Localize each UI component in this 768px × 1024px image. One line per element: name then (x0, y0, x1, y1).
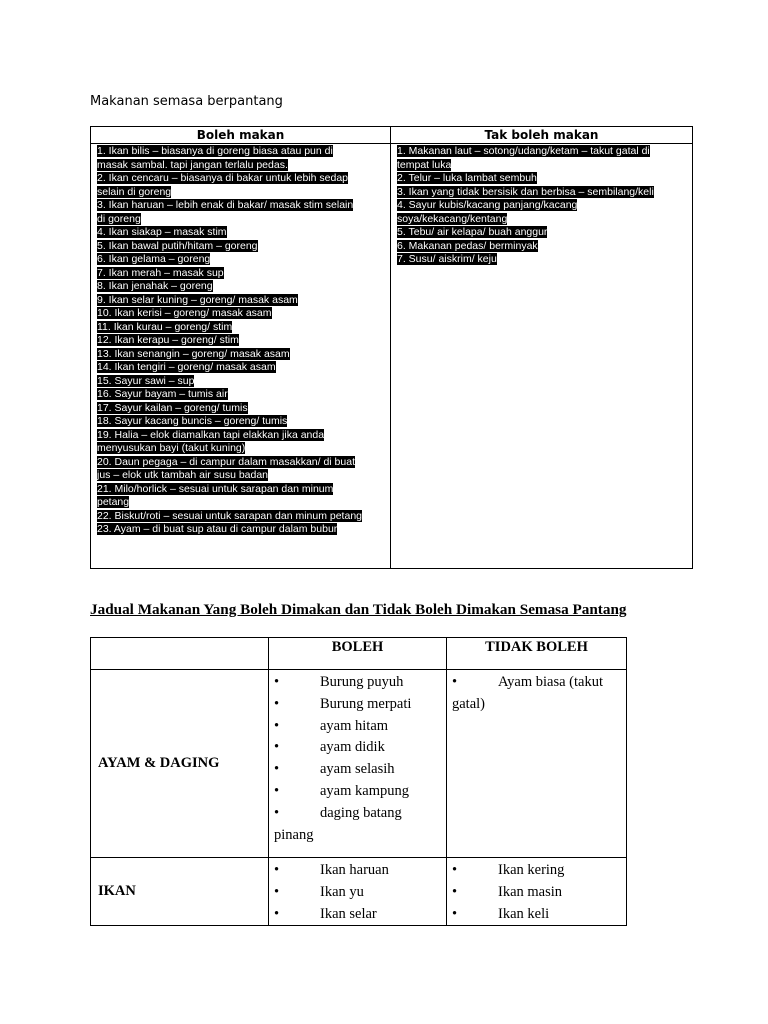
header-boleh-makan: Boleh makan (91, 127, 391, 144)
list-item: • Burung puyuh (274, 674, 404, 690)
list-item: 22. Biskut/roti – sesuai untuk sarapan dan minum petang (97, 509, 362, 522)
list-item: 8. Ikan jenahak – goreng (97, 280, 213, 292)
section-title: Jadual Makanan Yang Boleh Dimakan dan Tidak Boleh Dimakan Semasa Pantang (90, 601, 627, 618)
boleh-ikan-cell (269, 858, 447, 925)
category-ikan: IKAN (91, 858, 269, 925)
list-item: 23. Ayam – di buat sup atau di campur dalam bubur (97, 523, 338, 535)
list-item: tempat luka (397, 158, 452, 171)
list-item: 1. Makanan laut – sotong/udang/ketam – takut gatal di (397, 145, 650, 157)
list-item: • Ayam biasa (takut gatal) (452, 674, 603, 712)
list-item: 2. Telur – luka lambat sembuh (397, 172, 537, 184)
list-item: 6. Ikan gelama – goreng (97, 253, 211, 265)
list-item: 18. Sayur kacang buncis – goreng/ tumis (97, 415, 288, 427)
list-item: 5. Ikan bawal putih/hitam – goreng (97, 239, 258, 252)
list-item: • Ikan masin (452, 883, 563, 900)
list-item: 3. Ikan haruan – lebih enak di bakar/ masak stim selain (97, 199, 354, 211)
list-item: • ayam selasih (274, 761, 395, 778)
list-item: 5. Tebu/ air kelapa/ buah anggur (397, 226, 548, 238)
header-boleh: BOLEH (269, 638, 447, 670)
list-item: • ayam didik (274, 739, 385, 756)
list-item: petang (97, 496, 130, 508)
list-item: selain di goreng (97, 185, 172, 198)
list-item: • Ikan selar (274, 905, 377, 922)
tak-boleh-makan-cell (391, 144, 692, 568)
list-item: 20. Daun pegaga – di campur dalam masakkan/ di buat (97, 455, 355, 468)
list-item: menyusukan bayi (takut kuning) (97, 442, 246, 454)
list-item: 21. Milo/horlick – sesuai untuk sarapan dan minum (97, 482, 334, 495)
header-tak-boleh-makan: Tak boleh makan (391, 127, 692, 144)
list-item: jus – elok utk tambah air susu badan (97, 469, 269, 481)
list-item: soya/kekacang/kentang (397, 212, 508, 225)
list-item: • ayam hitam (274, 717, 389, 734)
list-item: 9. Ikan selar kuning – goreng/ masak asam (97, 293, 298, 306)
list-item: 13. Ikan senangin – goreng/ masak asam (97, 347, 290, 360)
list-item: 19. Halia – elok diamalkan tapi elakkan jika anda (97, 428, 325, 441)
list-item: • Ikan yu (274, 883, 364, 900)
list-item: 2. Ikan cencaru – biasanya di bakar untuk lebih sedap (97, 172, 349, 184)
food-table-simple (90, 126, 693, 569)
list-item: 17. Sayur kailan – goreng/ tumis (97, 401, 248, 414)
header-tidak-boleh: TIDAK BOLEH (447, 638, 626, 670)
list-item: 12. Ikan kerapu – goreng/ stim (97, 334, 239, 346)
list-item: 11. Ikan kurau – goreng/ stim (97, 320, 233, 333)
list-item: • ayam kampung (274, 782, 409, 799)
boleh-ayam-daging-cell (269, 670, 447, 858)
tidak-ayam-daging-cell (447, 670, 626, 858)
list-item: 7. Ikan merah – masak sup (97, 266, 224, 279)
tidak-ikan-cell (447, 858, 626, 925)
list-item: di goreng (97, 212, 141, 225)
list-item: 10. Ikan kerisi – goreng/ masak asam (97, 307, 272, 319)
list-item: • daging batang pinang (274, 804, 402, 843)
boleh-makan-cell (91, 144, 391, 568)
header-empty-cell (91, 638, 269, 670)
list-item: • Burung merpati (274, 695, 412, 712)
list-item: 7. Susu/ aiskrim/ keju (397, 253, 497, 265)
category-ayam-daging: AYAM & DAGING (91, 670, 269, 858)
list-item: 4. Ikan siakap – masak stim (97, 226, 227, 238)
list-item: masak sambal. tapi jangan terlalu pedas. (97, 158, 288, 171)
page-title: Makanan semasa berpantang (90, 94, 283, 109)
list-item: 1. Ikan bilis – biasanya di goreng biasa atau pun di (97, 145, 333, 157)
list-item: 15. Sayur sawi – sup (97, 374, 195, 387)
list-item: 3. Ikan yang tidak bersisik dan berbisa – sembilang/keli (397, 185, 654, 198)
list-item: 4. Sayur kubis/kacang panjang/kacang (397, 199, 578, 211)
list-item: 14. Ikan tengiri – goreng/ masak asam (97, 361, 276, 373)
list-item: 16. Sayur bayam – tumis air (97, 388, 228, 400)
list-item: • Ikan haruan (274, 862, 389, 878)
list-item: • Ikan keli (452, 905, 550, 922)
list-item: • Ikan kering (452, 862, 565, 878)
list-item: 6. Makanan pedas/ berminyak (397, 239, 538, 252)
food-table-categories (90, 637, 627, 926)
